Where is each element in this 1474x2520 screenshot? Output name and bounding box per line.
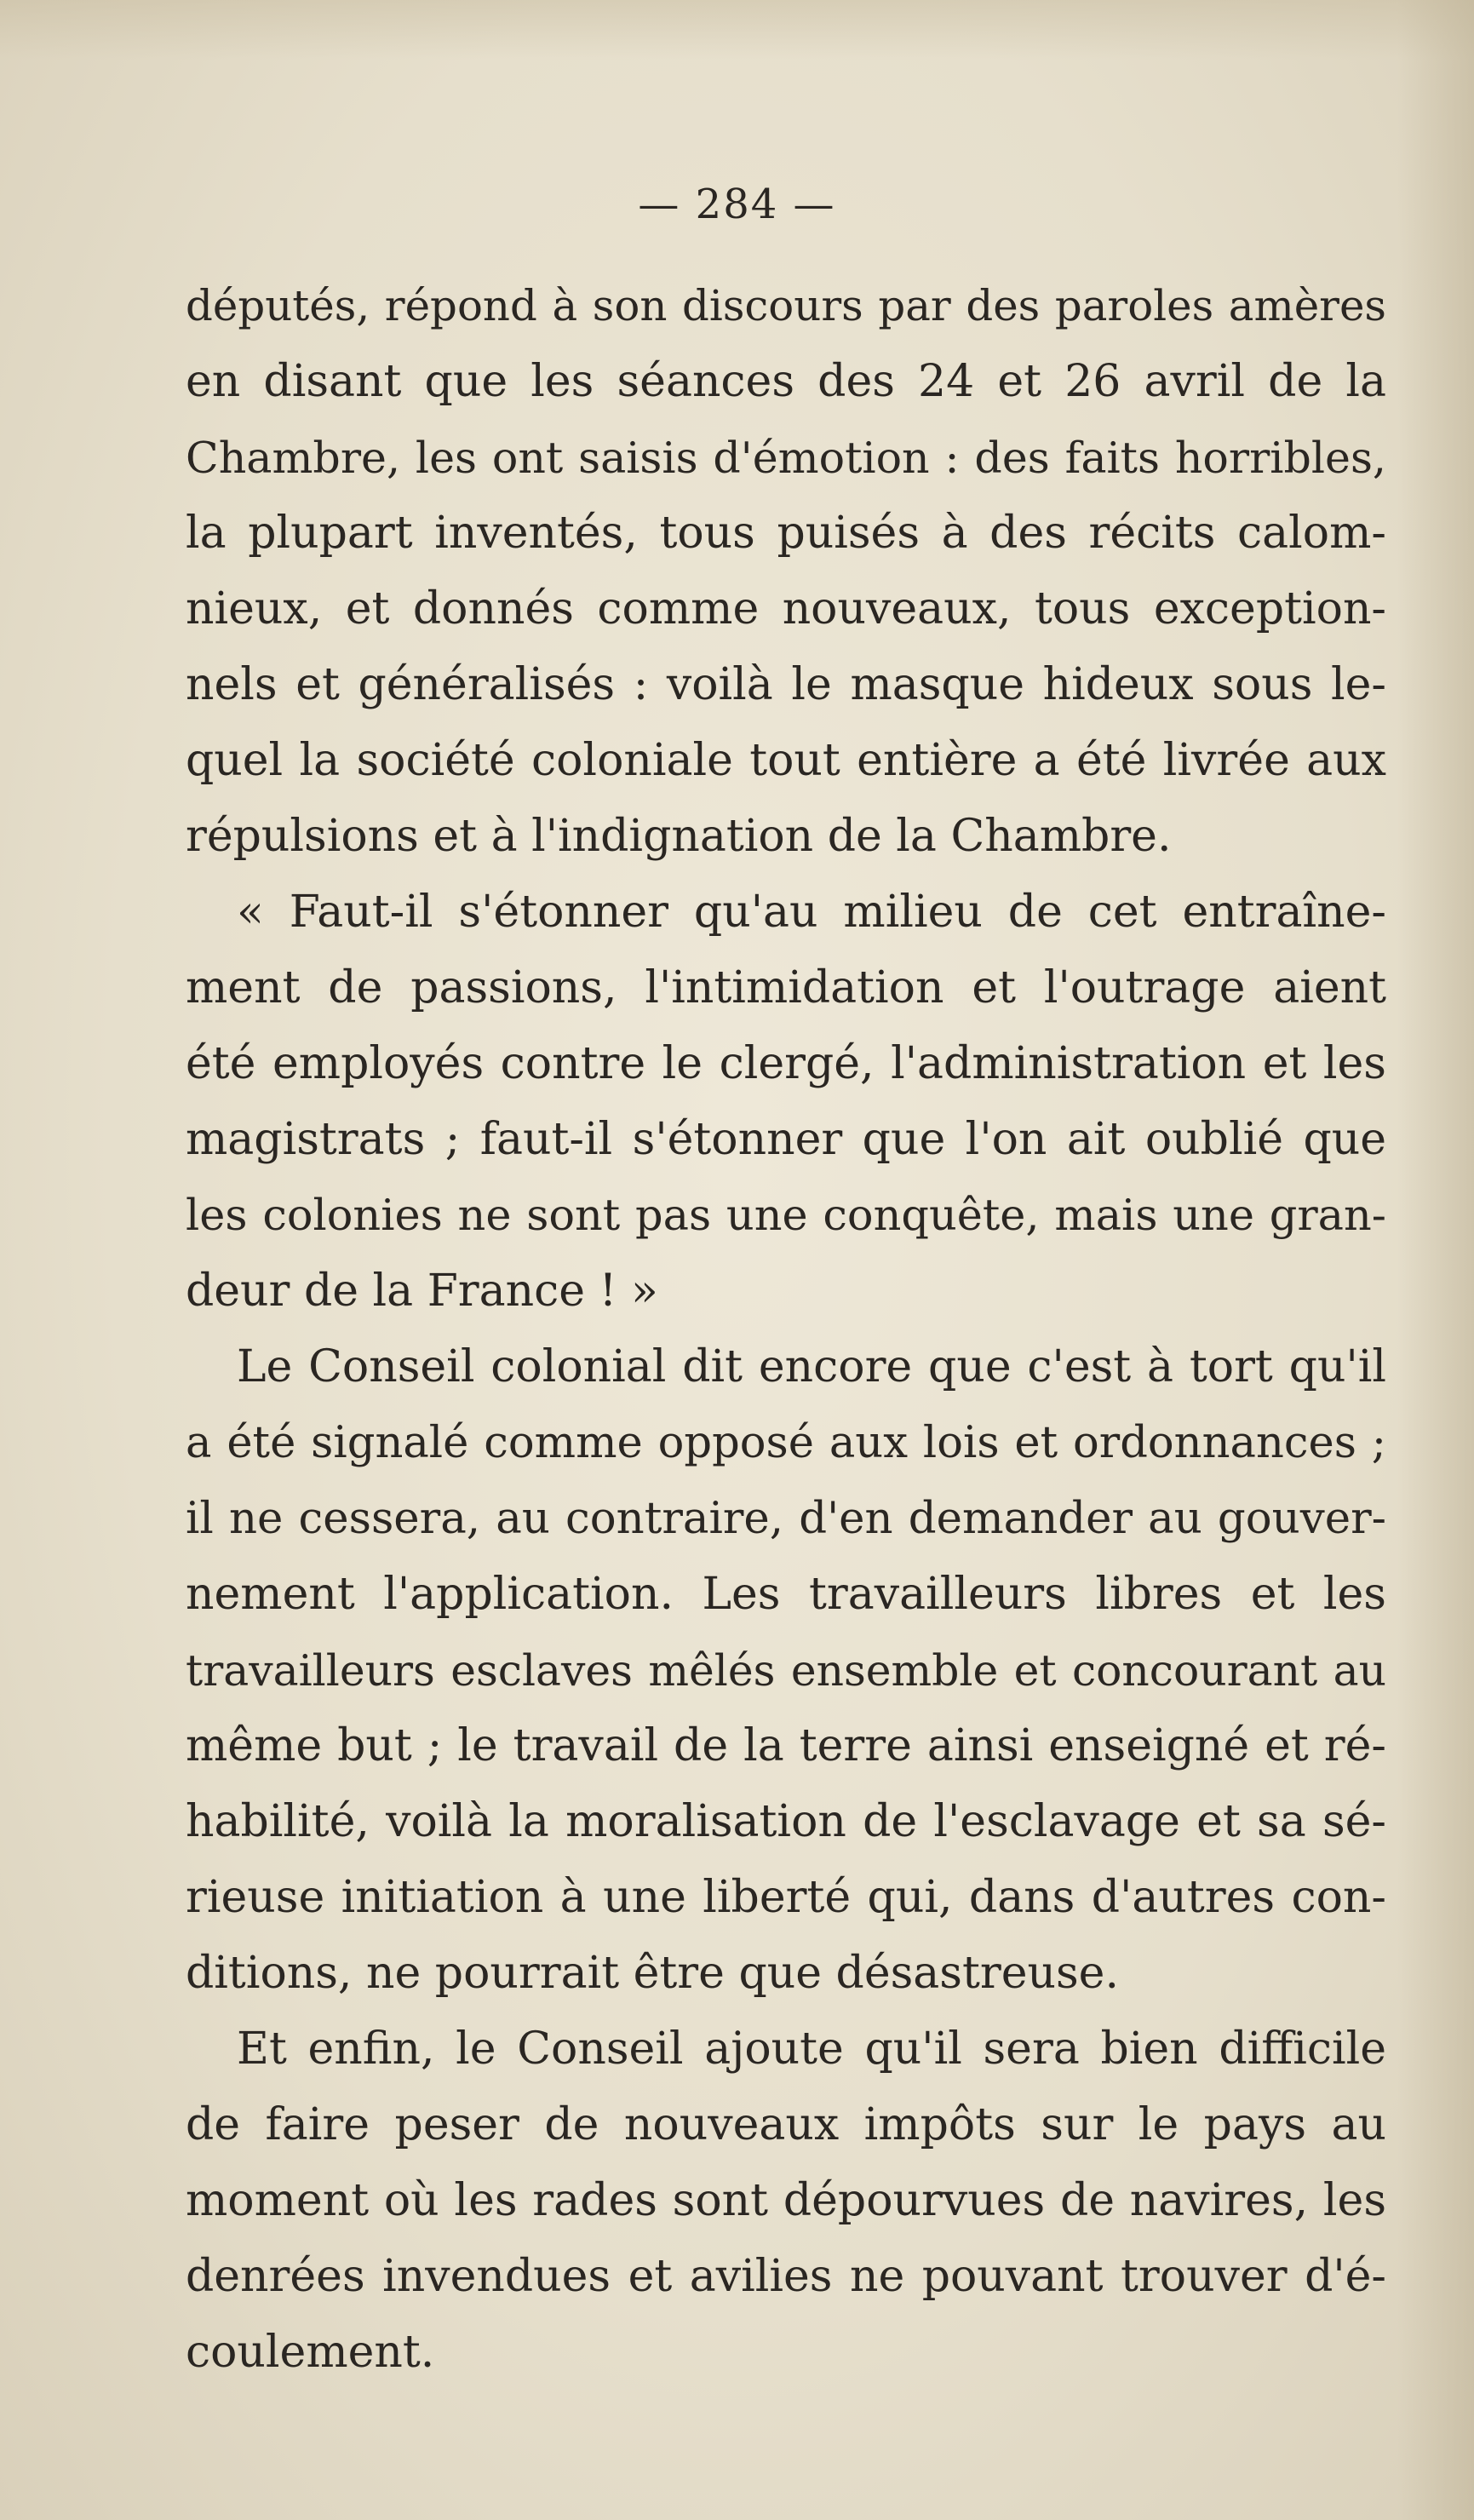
text-line: répulsions et à l'indignation de la Chambre. [186, 811, 1172, 862]
text-line: ment de passions, l'intimidation et l'outrage aient [186, 962, 1386, 1013]
text-line: Et enfin, le Conseil ajoute qu'il sera bien difficile [237, 2023, 1386, 2075]
text-line: magistrats ; faut-il s'étonner que l'on ait oublié que [186, 1114, 1386, 1165]
text-line: habilité, voilà la moralisation de l'esclavage et sa sé- [186, 1796, 1386, 1847]
text-line: Chambre, les ont saisis d'émotion : des faits horribles, [186, 433, 1386, 483]
page-shading-right [1397, 0, 1474, 2520]
text-line: moment où les rades sont dépourvues de navires, les [186, 2175, 1386, 2226]
text-line: a été signalé comme opposé aux lois et ordonnances ; [186, 1418, 1386, 1468]
text-line: députés, répond à son discours par des paroles amères [186, 281, 1386, 330]
text-line: même but ; le travail de la terre ainsi enseigné et ré- [186, 1720, 1386, 1771]
text-line: de faire peser de nouveaux impôts sur le pays au [186, 2099, 1386, 2150]
text-line: denrées invendues et avilies ne pouvant trouver d'é- [186, 2251, 1386, 2302]
text-line: ditions, ne pourrait être que désastreuse. [186, 1948, 1119, 1999]
text-line: deur de la France ! » [186, 1266, 658, 1317]
text-line: il ne cessera, au contraire, d'en demander au gouver- [186, 1493, 1386, 1544]
text-line: été employés contre le clergé, l'administration et les [186, 1038, 1386, 1089]
body-text [186, 268, 1386, 2391]
text-line: coulement. [186, 2327, 435, 2378]
page-shading-top [0, 0, 1474, 60]
text-line: « Faut-il s'étonner qu'au milieu de cet entraîne- [237, 887, 1386, 938]
text-line: nels et généralisés : voilà le masque hideux sous le- [186, 659, 1386, 710]
text-line: en disant que les séances des 24 et 26 avril de la [186, 356, 1386, 407]
text-line: nement l'application. Les travailleurs libres et les [186, 1569, 1386, 1620]
text-line: rieuse initiation à une liberté qui, dans d'autres con- [186, 1872, 1386, 1923]
text-line: Le Conseil colonial dit encore que c'est à tort qu'il [237, 1341, 1386, 1392]
text-line: les colonies ne sont pas une conquête, mais une gran- [186, 1191, 1386, 1241]
page-number: — 284 — [638, 181, 836, 228]
text-line: nieux, et donnés comme nouveaux, tous exception- [186, 583, 1386, 634]
text-line: quel la société coloniale tout entière a été livrée aux [186, 735, 1386, 786]
text-line: travailleurs esclaves mêlés ensemble et concourant au [186, 1645, 1386, 1696]
text-line: la plupart inventés, tous puisés à des récits calom- [186, 508, 1386, 559]
